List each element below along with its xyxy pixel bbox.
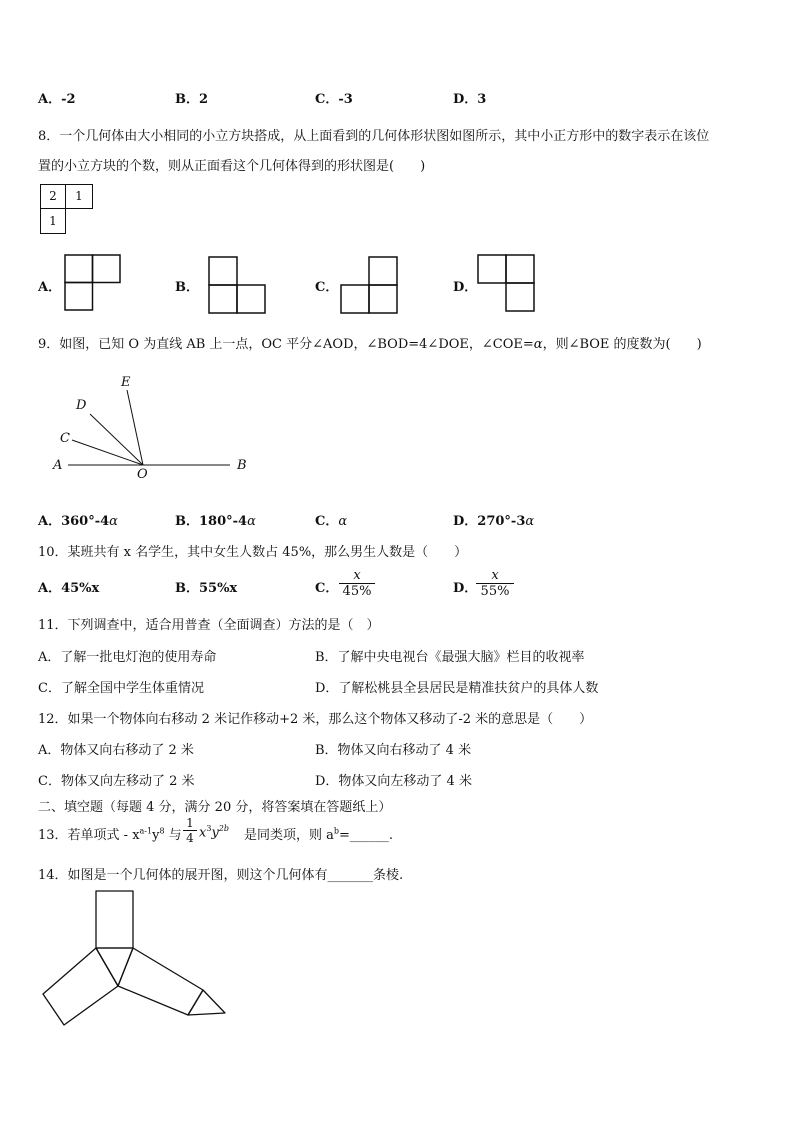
point-label-e: E <box>121 375 131 390</box>
point-label-d: D <box>76 398 87 413</box>
grid-cell: 2 <box>40 184 66 209</box>
q13-fraction <box>183 816 197 845</box>
q11-option-d: D．了解松桃县全县居民是精准扶贫户的具体人数 <box>315 681 599 696</box>
fraction-denominator: 45% <box>342 584 372 599</box>
q8-option-d-label: D． <box>453 280 478 295</box>
q10-option-c-label: C． <box>315 581 339 596</box>
point-label-o: O <box>137 467 148 482</box>
q10-option-c-fraction <box>339 568 375 599</box>
q13-term: $x^3y^{2b}$ <box>199 824 230 841</box>
q10-option-d-fraction <box>476 568 514 599</box>
q9-option-d: D．270°-3α <box>453 514 535 529</box>
point-label-b: B <box>237 458 247 473</box>
q11-option-c: C．了解全国中学生体重情况 <box>38 681 204 696</box>
q11-stem: 11．下列调查中，适合用普查（全面调查）方法的是（ ） <box>38 618 380 633</box>
q10-option-b: B．55%x <box>175 581 238 596</box>
q8-option-a-label: A． <box>38 280 62 295</box>
q9-stem-alpha: α <box>533 337 543 352</box>
grid-cell: 1 <box>65 184 93 209</box>
fraction-numerator: 1 <box>183 816 197 831</box>
q9-option-c: C．α <box>315 514 348 529</box>
q8-stem-line1: 8．一个几何体由大小相同的小立方块搭成，从上面看到的几何体形状图如图所示，其中小正方形中的数字表示在该位 <box>38 129 710 144</box>
q8-option-d-figure <box>477 254 539 314</box>
q7-option-b: B．2 <box>175 92 209 107</box>
q13-prefix: 13．若单项式 - x <box>38 828 140 843</box>
q12-option-c: C．物体又向左移动了 2 米 <box>38 774 195 789</box>
point-label-a: A <box>53 458 63 473</box>
q12-option-a: A．物体又向右移动了 2 米 <box>38 743 194 758</box>
q10-stem: 10．某班共有 x 名学生，其中女生人数占 45%，那么男生人数是（ ） <box>38 545 468 560</box>
q8-option-a-figure <box>64 254 124 314</box>
q13-stem <box>38 824 182 843</box>
q9-option-b: B．180°-4α <box>175 514 256 529</box>
q10-option-d-label: D． <box>453 581 478 596</box>
q7-option-d: D．3 <box>453 92 487 107</box>
q11-option-a: A．了解一批电灯泡的使用寿命 <box>38 650 217 665</box>
fraction-denominator: 55% <box>480 584 510 599</box>
q9-option-a: A．360°-4α <box>38 514 118 529</box>
q13-exp-2: 8 <box>159 826 165 836</box>
grid-cell: 1 <box>40 208 66 234</box>
q14-net-diagram <box>38 888 238 1033</box>
q13-exp-1: a-1 <box>139 826 153 836</box>
q9-stem-text: 9．如图，已知 O 为直线 AB 上一点，OC 平分∠AOD，∠BOD=4∠DOE，∠COE= <box>38 337 534 352</box>
q13-and: 与 <box>164 828 182 843</box>
q8-option-c-figure <box>340 256 402 316</box>
fraction-numerator: x <box>476 568 514 584</box>
q7-option-c: C．-3 <box>315 92 353 107</box>
point-label-c: C <box>60 431 70 446</box>
q8-option-b-figure <box>208 256 268 316</box>
q7-option-a: A．-2 <box>38 92 76 107</box>
q12-option-d: D．物体又向左移动了 4 米 <box>315 774 472 789</box>
q8-option-c-label: C． <box>315 280 339 295</box>
q13-suffix: 是同类项，则 $a^b=\_\_\_\_\_\_$. <box>244 826 394 843</box>
q12-stem: 12．如果一个物体向右移动 2 米记作移动+2 米，那么这个物体又移动了-2 米的意思是（ ） <box>38 712 593 727</box>
q11-option-b: B．了解中央电视台《最强大脑》栏目的收视率 <box>315 650 585 665</box>
section-heading: 二、填空题（每题 4 分，满分 20 分，将答案填在答题纸上） <box>38 800 392 815</box>
fraction-numerator: x <box>339 568 375 584</box>
q8-option-b-label: B． <box>175 280 199 295</box>
q9-stem <box>38 333 702 352</box>
q10-option-a: A．45%x <box>38 581 100 596</box>
q13-y: y <box>152 828 160 843</box>
q9-angle-diagram <box>40 372 270 487</box>
q9-stem-end: ，则∠BOE 的度数为( ) <box>542 337 702 352</box>
q14-stem: 14．如图是一个几何体的展开图，则这个几何体有_______条棱. <box>38 868 404 883</box>
fraction-denominator: 4 <box>186 831 194 845</box>
q8-stem-line2: 置的小立方块的个数，则从正面看这个几何体得到的形状图是( ) <box>38 159 426 174</box>
q12-option-b: B．物体又向右移动了 4 米 <box>315 743 472 758</box>
